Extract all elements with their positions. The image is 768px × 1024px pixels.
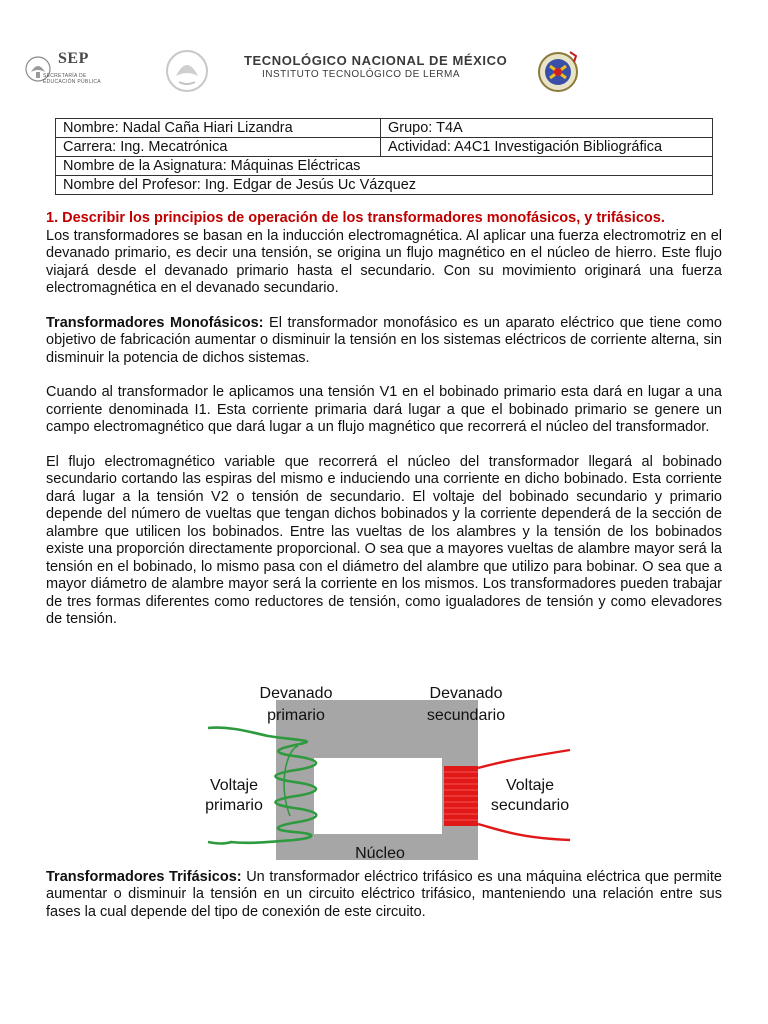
sep-subtitle-1: SECRETARÍA DE [43, 73, 87, 79]
table-row [56, 138, 713, 157]
secondary-winding-label-1: Devanado [429, 685, 503, 702]
secondary-winding-label-2: secundario [426, 707, 506, 724]
teacher-name: Nombre del Profesor: Ing. Edgar de Jesús Uc Vázquez [56, 176, 713, 195]
letterhead [18, 44, 600, 100]
table-row [56, 176, 713, 195]
intro-paragraph: Los transformadores se basan en la inducción electromagnética. Al aplicar una fuerza electromotriz en el devanado primario, es decir una tensión, se origina un flujo magnético en el núcleo de hierro. Este flujo viajará desde el devanado primario hasta el secundario. Con su movimiento originará una fuerza electromagnética en el devanado secundario. [46, 227, 722, 296]
transformer-diagram [190, 666, 578, 876]
primary-voltage-label-2: primario [205, 797, 263, 814]
secondary-voltage-label-1: Voltaje [505, 777, 555, 794]
primary-voltage-label-1: Voltaje [209, 777, 259, 794]
sep-title: SEP [58, 50, 89, 67]
triphase-paragraph [46, 869, 722, 922]
secondary-voltage-label-2: secundario [490, 797, 570, 814]
activity: Actividad: A4C1 Investigación Bibliográfica [381, 138, 713, 157]
campus-name: INSTITUTO TECNOLÓGICO DE LERMA [262, 69, 460, 80]
triphase-title: Transformadores Trifásicos: [46, 868, 242, 885]
primary-winding-label-2: primario [267, 707, 325, 724]
national-seal-icon [164, 46, 210, 96]
primary-winding-label-1: Devanado [259, 685, 333, 702]
table-row [56, 119, 713, 138]
group: Grupo: T4A [381, 119, 713, 138]
monophase-text: El transformador monofásico es un aparato eléctrico que tiene como objetivo de fabricación aumentar o disminuir la tensión en los sistemas eléctricos de corriente alterna, sin disminuir la potencia de dichos sistemas. [46, 314, 723, 366]
core-label: Núcleo [355, 845, 405, 862]
subject-name: Nombre de la Asignatura: Máquinas Eléctricas [56, 157, 713, 176]
career: Carrera: Ing. Mecatrónica [56, 138, 381, 157]
student-name: Nombre: Nadal Caña Hiari Lizandra [56, 119, 381, 138]
flux-paragraph: El flujo electromagnético variable que recorrerá el núcleo del transformador llegará al bobinado secundario cortando las espiras del mismo e induciendo una corriente en dicho bobinado. Esta corriente dará lugar a la tensión V2 o tensión de secundario. El voltaje del bobinado secundario y primario depende del número de vueltas que tengan dichos bobinados y la corriente dependerá de la sección de alambre que utilicen los bobinados. Entre las vueltas de los alambres y la tensión de los bobinados existe una proporción directamente proporcional. O sea que a mayores vueltas de alambre mayor será la tensión en el bobinado, lo mismo pasa con el diámetro del alambre que utilizo para bobinar. O sea que a mayor diámetro de alambre mayor será la corriente en los mismos. Los transformadores pueden trabajar de tres formas diferentes como reductores de tensión, como igualadores de tensión y como elevadores de tensión. [46, 453, 722, 627]
institution-name: TECNOLÓGICO NACIONAL DE MÉXICO [244, 53, 508, 68]
section-heading: 1. Describir los principios de operación de los transformadores monofásicos, y trifásicos. [46, 210, 665, 226]
triphase-text: Un transformador eléctrico trifásico es una máquina eléctrica que permite aumentar o disminuir la tensión en un circuito eléctrico trifásico, manteniendo una relación entre sus fases la cual depende del tipo de conexión de este circuito. [46, 868, 722, 920]
sep-subtitle-2: EDUCACIÓN PÚBLICA [43, 79, 101, 85]
student-info-table [55, 118, 713, 195]
monophase-paragraph [46, 315, 722, 368]
campus-logo-icon [530, 46, 586, 96]
v1-paragraph: Cuando al transformador le aplicamos una tensión V1 en el bobinado primario esta dará en lugar a una corriente denominada I1. Esta corriente primaria dará lugar a que el bobinado primario se genere un campo electromagnético que dará lugar a un flujo magnético que recorrerá el núcleo del transformador. [46, 384, 722, 435]
monophase-title: Transformadores Monofásicos: [46, 314, 264, 331]
table-row [56, 157, 713, 176]
sep-logo [18, 46, 144, 98]
